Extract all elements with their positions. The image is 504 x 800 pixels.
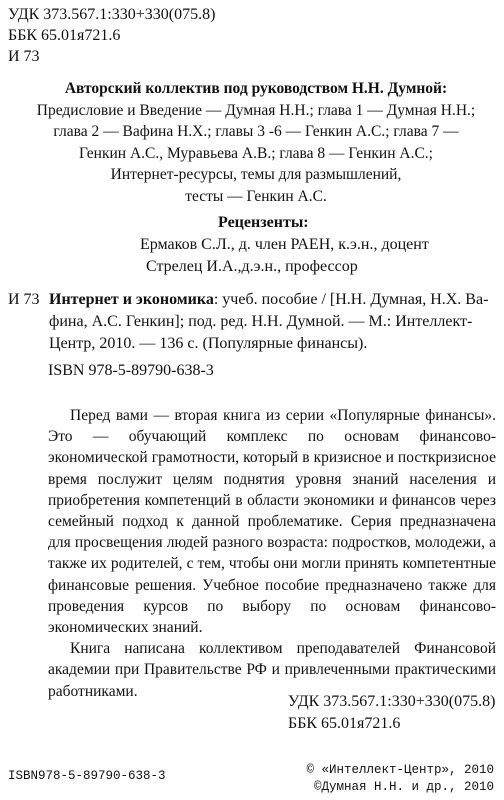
authors-line: глава 2 — Вафина Н.Х.; главы 3 -6 — Генкин А.С.; глава 7 — (53, 123, 459, 140)
biblio-line-1 (8, 289, 494, 311)
copyright-authors: ©Думная Н.Н. и др., 2010 (313, 780, 494, 794)
udk-code: УДК 373.567.1:330+330(075.8) (8, 6, 216, 23)
authors-line: Предисловие и Введение — Думная Н.Н.; глава 1 — Думная Н.Н.; (36, 101, 476, 119)
abstract-paragraph: Книга написана коллективом преподавателей Финансовой академии при Правительстве РФ и привлеченными практическими работниками. (48, 640, 496, 700)
reviewers-block (140, 212, 429, 278)
bottom-classification-codes (288, 691, 495, 735)
authors-heading: Авторский коллектив под руководством Н.Н. Думной: (64, 80, 448, 97)
reviewer-line: Ермаков С.Л., д. член РАЕН, к.э.н., доцент (140, 236, 429, 253)
abstract-paragraph: Перед вами — вторая книга из серии «Популярные финансы». Это — обучающий комплекс по основам финансово-экономической грамотности, который в кризисное и посткризисное время послужит целям поднятия уровня знаний населения и приобретения компетенций в области экономики и финансов через семейный подход к данной проблематике. Серия предназначена для просвещения людей разного возраста: подростков, молодежи, а также их родителей, с тем, чтобы они могли принять компетентные финансовые решения. Учебное пособие предназначено также для проведения курсов по выбору по основам финансово-экономических знаний. (48, 407, 496, 637)
biblio-line-2: фина, А.С. Генкин]; под. ред. Н.Н. Думной. — М.: Интеллект- (49, 313, 473, 330)
biblio-index: И 73 (8, 291, 40, 308)
authors-line: тесты — Генкин А.С. (185, 187, 327, 205)
bbk-code: ББК 65.01я721.6 (288, 715, 401, 732)
isbn: ISBN 978-5-89790-638-3 (48, 362, 214, 379)
bbk-code: ББК 65.01я721.6 (8, 27, 121, 44)
authors-line: Интернет-ресурсы, темы для размышлений, (110, 166, 402, 183)
copyright-block (306, 762, 494, 796)
udk-code: УДК 373.567.1:330+330(075.8) (288, 693, 496, 710)
classification-codes (8, 4, 215, 67)
bibliographic-record (8, 289, 494, 355)
author-index: И 73 (8, 48, 40, 65)
copyright-publisher: © «Интеллект-Центр», 2010 (306, 763, 494, 777)
reviewers-heading: Рецензенты: (218, 214, 309, 231)
authors-block (28, 78, 484, 207)
footer-isbn: ISBN978-5-89790-638-3 (8, 769, 166, 783)
book-title: Интернет и экономика (49, 291, 214, 308)
biblio-rest: : учеб. пособие / [Н.Н. Думная, Н.Х. Ва- (213, 291, 489, 308)
reviewer-line: Стрелец И.А.,д.э.н., профессор (146, 258, 358, 275)
abstract (48, 405, 496, 702)
biblio-line-3: Центр, 2010. — 136 с. (Популярные финансы). (49, 335, 368, 352)
authors-line: Генкин А.С., Муравьева А.В.; глава 8 — Генкин А.С.; (79, 144, 433, 162)
